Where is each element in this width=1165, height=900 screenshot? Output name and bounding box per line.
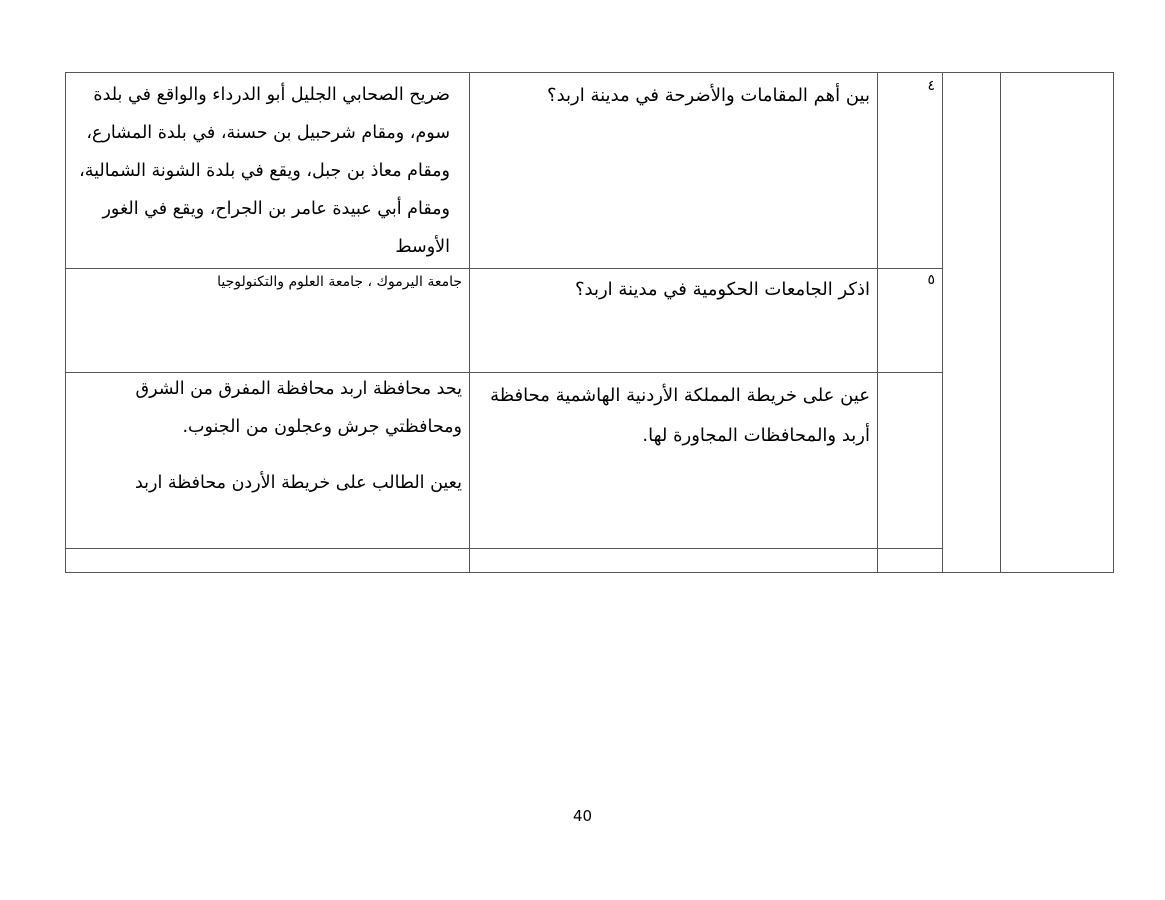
answer-cell: جامعة اليرموك ، جامعة العلوم والتكنولوجيا (217, 274, 462, 290)
row-number: ٥ (927, 272, 935, 288)
question-line: عين على خريطة المملكة الأردنية الهاشمية محافظة (490, 385, 870, 406)
table-border-top (65, 72, 1114, 73)
column-divider (469, 72, 470, 573)
answer-line: يعين الطالب على خريطة الأردن محافظة اربد (134, 473, 462, 493)
row-divider (65, 548, 943, 549)
column-divider (877, 72, 878, 573)
table-border-right (1113, 72, 1114, 573)
answer-line: ومقام معاذ بن جبل، ويقع في بلدة الشونة الشمالية، (79, 161, 450, 181)
table-border-bottom (65, 572, 1114, 573)
question-cell: بين أهم المقامات والأضرحة في مدينة اربد؟ (547, 85, 870, 106)
answer-line: ومحافظتي جرش وعجلون من الجنوب. (182, 417, 462, 437)
answer-line: سوم، ومقام شرحبيل بن حسنة، في بلدة المشارع، (86, 123, 450, 143)
column-divider (942, 72, 943, 573)
answer-line: ومقام أبي عبيدة عامر بن الجراح، ويقع في الغور (102, 199, 450, 219)
column-divider (1000, 72, 1001, 573)
question-cell (478, 376, 870, 456)
question-cell: اذكر الجامعات الحكومية في مدينة اربد؟ (574, 279, 870, 300)
row-divider (65, 268, 943, 269)
answer-line: الأوسط (395, 237, 450, 257)
answer-cell (70, 370, 462, 502)
answer-line: ضريح الصحابي الجليل أبو الدرداء والواقع في بلدة (93, 85, 450, 105)
answer-line: يحد محافظة اربد محافظة المفرق من الشرق (135, 379, 462, 399)
column-divider (65, 72, 66, 573)
row-number: ٤ (927, 78, 935, 94)
page-number: 40 (572, 807, 593, 825)
answer-cell (70, 76, 450, 266)
question-line: أربد والمحافظات المجاورة لها. (642, 425, 870, 446)
